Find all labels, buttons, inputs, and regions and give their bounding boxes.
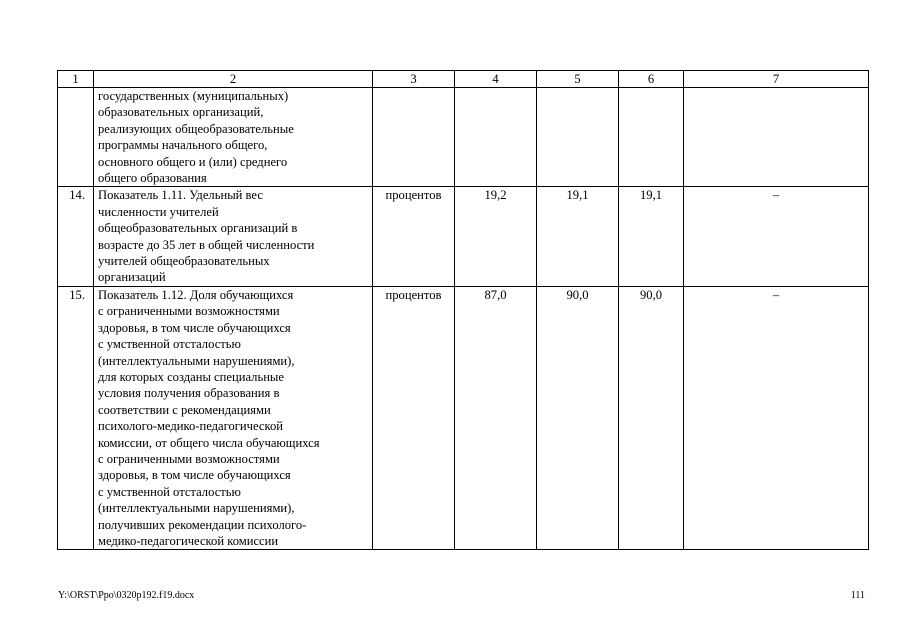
description-line: для которых созданы специальные (98, 369, 284, 384)
description-line: общего образования (98, 171, 207, 186)
description-line: психолого-медико-педагогической (98, 419, 284, 434)
table-header-row (58, 71, 869, 88)
row-number: 14. (58, 187, 94, 286)
description-line: учителей общеобразовательных (98, 254, 270, 269)
description-line: программы начального общего, (98, 138, 268, 153)
unit-cell: процентов (373, 187, 455, 286)
description-line: условия получения образования в (98, 386, 280, 401)
row-number: 15. (58, 286, 94, 550)
description-line: (интеллектуальными нарушениями), (98, 353, 295, 368)
column-header-7: 7 (684, 71, 869, 88)
description-line: образовательных организаций, (98, 105, 264, 120)
value-col-4: 19,2 (455, 187, 537, 286)
table-row (58, 187, 869, 286)
column-header-1: 1 (58, 71, 94, 88)
description-line: с умственной отсталостью (98, 337, 241, 352)
description-line: здоровья, в том числе обучающихся (98, 468, 291, 483)
value-col-5: 90,0 (537, 286, 619, 550)
indicator-description (94, 187, 373, 286)
table-body (58, 88, 869, 550)
description-line: медико-педагогической комиссии (98, 533, 279, 548)
row-number (58, 88, 94, 187)
description-line: комиссии, от общего числа обучающихся (98, 435, 320, 450)
unit-cell (373, 88, 455, 187)
table-row (58, 88, 869, 187)
value-col-6: 90,0 (619, 286, 684, 550)
value-col-5 (537, 88, 619, 187)
value-col-6: 19,1 (619, 187, 684, 286)
description-line: с ограниченными возможностями (98, 451, 280, 466)
description-line: Показатель 1.11. Удельный вес (98, 188, 263, 203)
description-line: здоровья, в том числе обучающихся (98, 320, 291, 335)
description-line: организаций (98, 270, 166, 285)
column-header-4: 4 (455, 71, 537, 88)
table-row (58, 286, 869, 550)
description-line: (интеллектуальными нарушениями), (98, 501, 295, 516)
column-header-3: 3 (373, 71, 455, 88)
column-header-2: 2 (94, 71, 373, 88)
indicator-description (94, 88, 373, 187)
description-line: получивших рекомендации психолого- (98, 517, 307, 532)
description-line: с умственной отсталостью (98, 484, 241, 499)
column-header-5: 5 (537, 71, 619, 88)
description-line: Показатель 1.12. Доля обучающихся (98, 287, 294, 302)
description-line: государственных (муниципальных) (98, 89, 289, 103)
value-col-4 (455, 88, 537, 187)
unit-cell: процентов (373, 286, 455, 550)
footer-page-number: 111 (850, 590, 865, 601)
indicator-table (57, 70, 869, 550)
description-line: с ограниченными возможностями (98, 304, 280, 319)
indicator-description (94, 286, 373, 550)
footer-file-path: Y:\ORST\Ppo\0320p192.f19.docx (58, 590, 195, 601)
description-line: возрасте до 35 лет в общей численности (98, 237, 315, 252)
value-col-6 (619, 88, 684, 187)
description-line: соответствии с рекомендациями (98, 402, 271, 417)
note-cell (684, 88, 869, 187)
column-header-6: 6 (619, 71, 684, 88)
value-col-5: 19,1 (537, 187, 619, 286)
value-col-4: 87,0 (455, 286, 537, 550)
description-line: основного общего и (или) среднего (98, 154, 288, 169)
note-cell: – (684, 286, 869, 550)
description-line: общеобразовательных организаций в (98, 221, 298, 236)
description-line: численности учителей (98, 204, 219, 219)
note-cell: – (684, 187, 869, 286)
description-line: реализующих общеобразовательные (98, 121, 294, 136)
